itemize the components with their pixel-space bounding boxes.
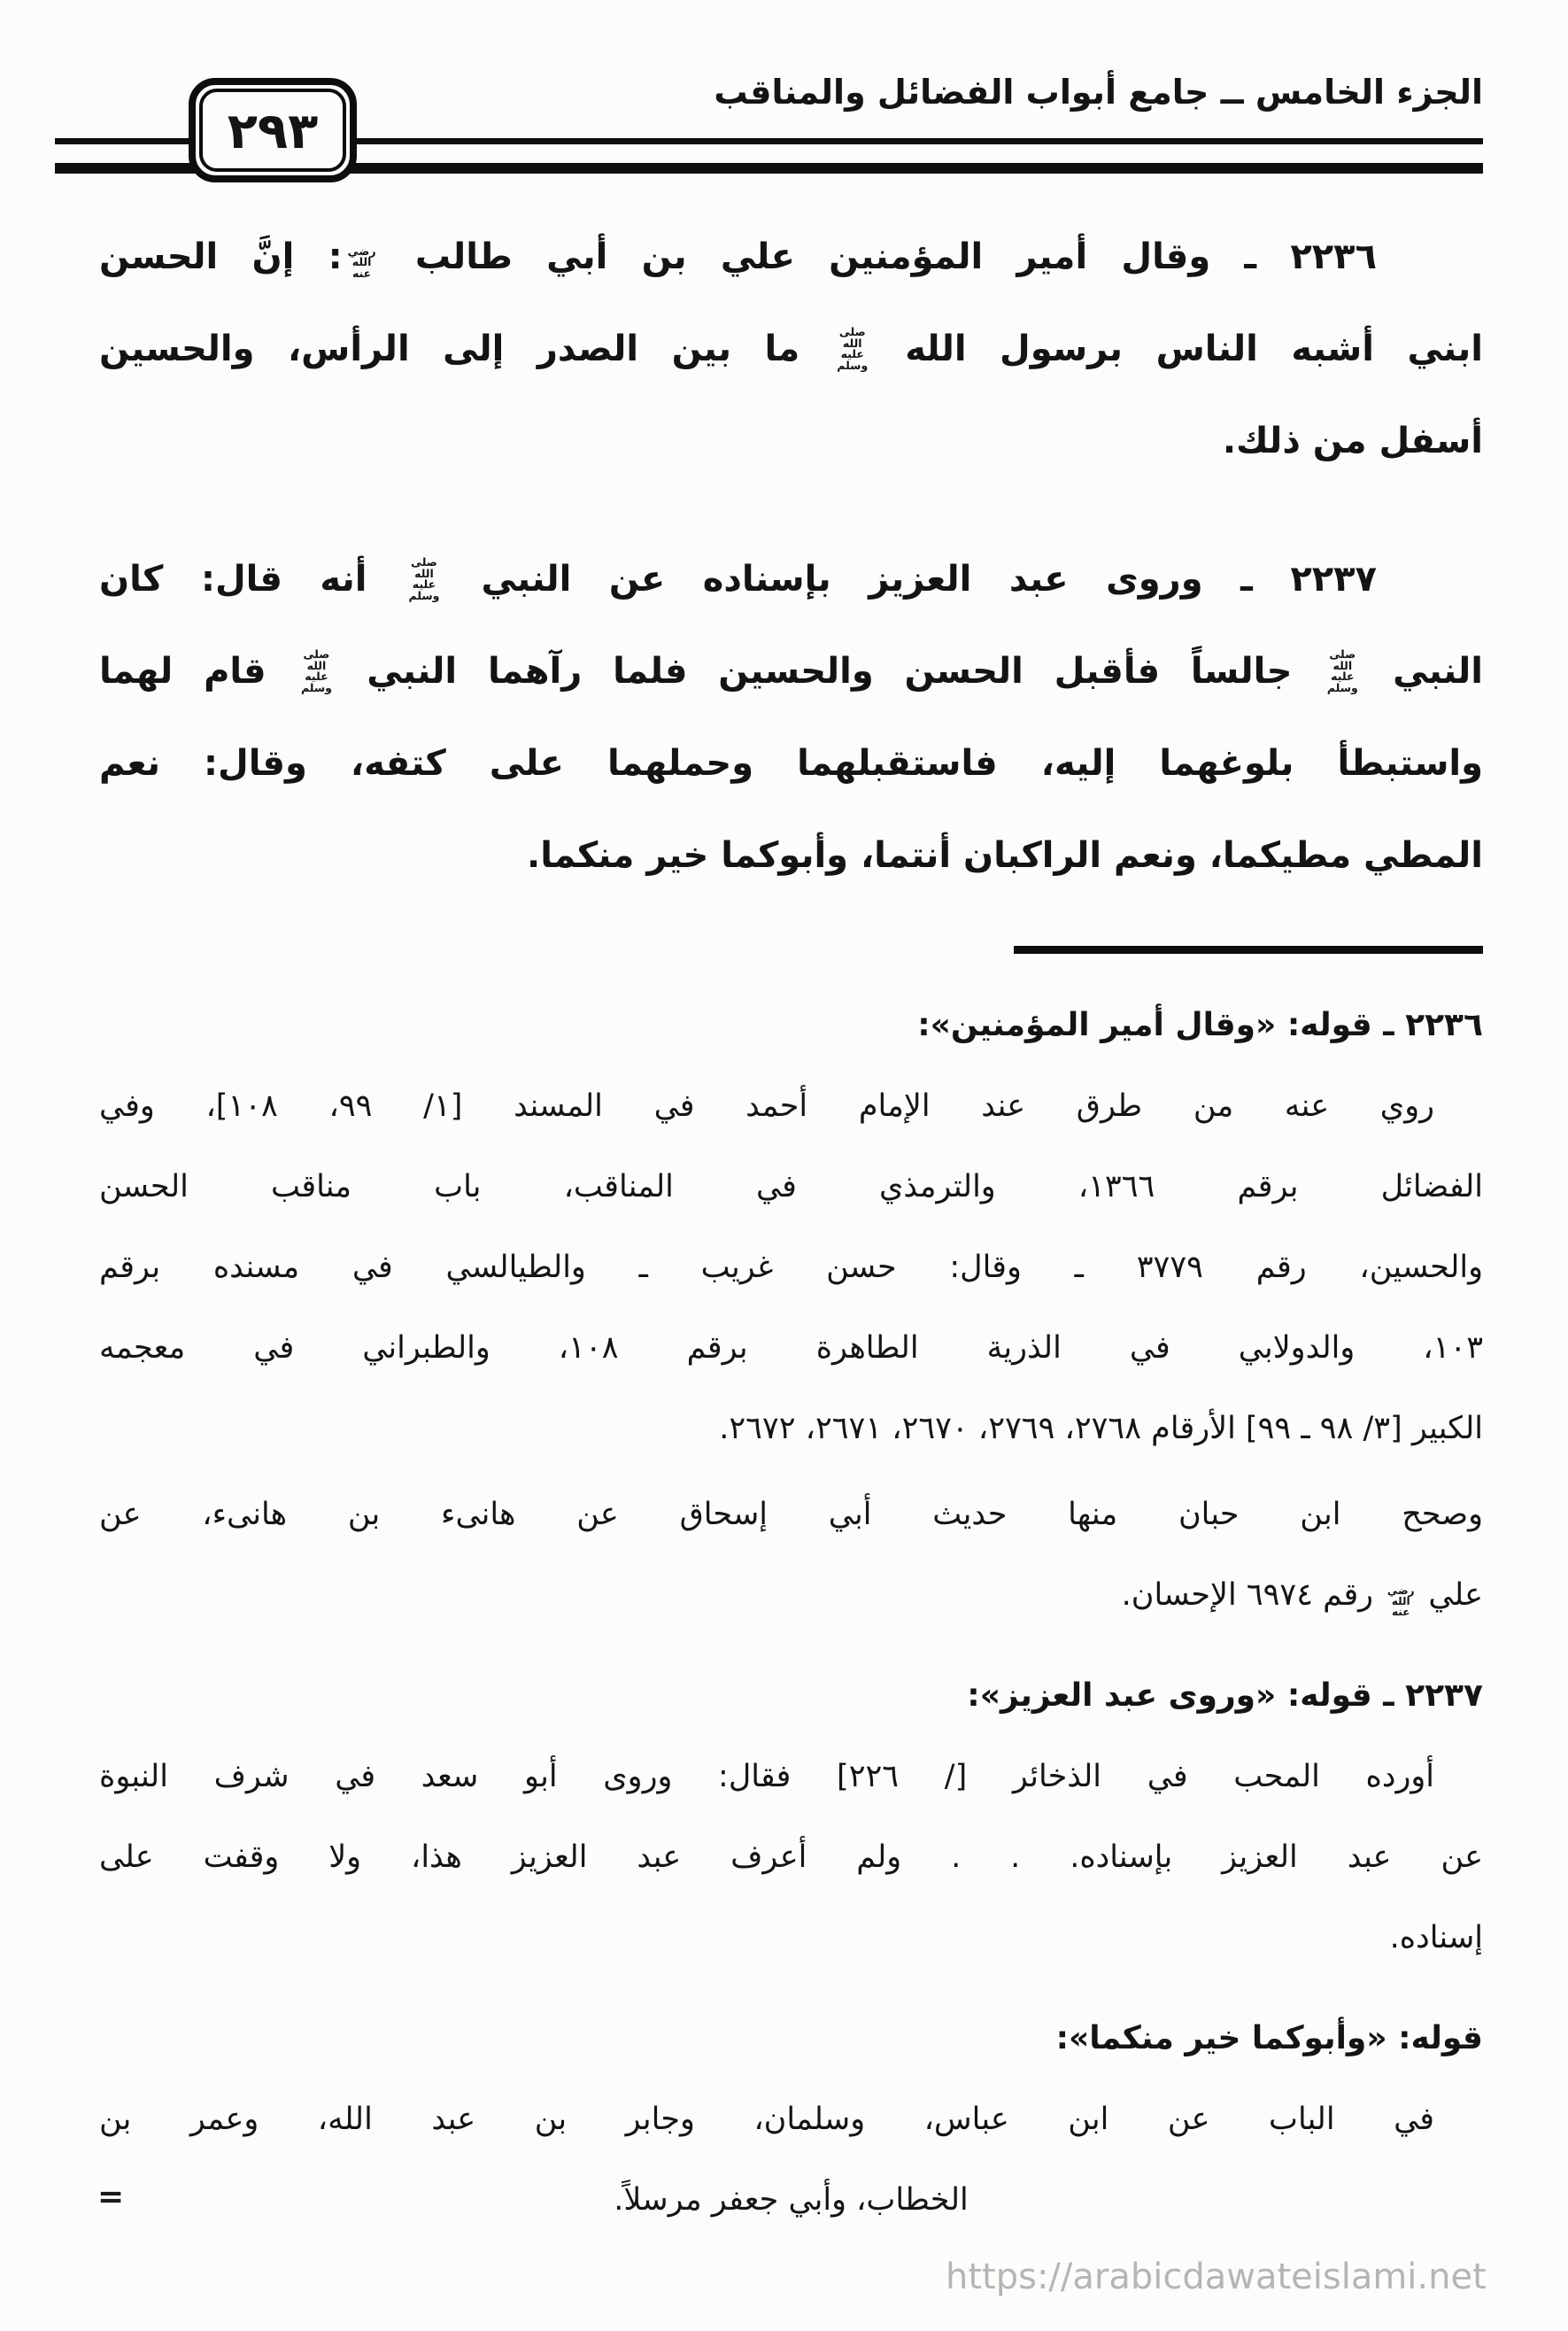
footnote-block: [99, 985, 1483, 1636]
footnote-paragraph: [99, 1737, 1483, 1979]
footnote-paragraph: [99, 2079, 1483, 2241]
hadith-paragraph: [99, 533, 1483, 902]
text-line: إسناده.: [1389, 1920, 1483, 1955]
text-line: ٢٢٣٧ ـ وروى عبد العزيز بإسناده عن النبي صلى الله عليه وسلم أنه قال: كان: [99, 554, 1377, 602]
honorific-mark: رضي الله عنه: [1386, 1584, 1415, 1618]
main-hadith-text: [99, 211, 1483, 902]
text-line: علي رضي الله عنه رقم ٦٩٧٤ الإحسان.: [1121, 1577, 1483, 1618]
text-line: وصحح ابن حبان منها حديث أبي إسحاق عن هانىء بن هانىء، عن: [99, 1497, 1483, 1532]
text-line: المطي مطيكما، ونعم الراكبان أنتما، وأبوكما خير منكما.: [527, 835, 1483, 876]
text-line: واستبطأ بلوغهما إليه، فاستقبلهما وحملهما على كتفه، وقال: نعم: [99, 743, 1483, 784]
footnote-block: [99, 1655, 1483, 1979]
page-number-badge-inner: [199, 89, 346, 172]
honorific-mark: صلى الله عليه وسلم: [300, 647, 332, 694]
hadith-paragraph: [99, 211, 1483, 487]
footnote-separator: [1014, 946, 1483, 954]
text-line: في الباب عن ابن عباس، وسلمان، وجابر بن عبد الله، وعمر بن: [99, 2102, 1434, 2137]
text-line: والحسين، رقم ٣٧٧٩ ـ وقال: حسن غريب ـ والطيالسي في مسنده برقم: [99, 1250, 1483, 1285]
honorific-mark: رضي الله عنه: [347, 244, 376, 280]
text-line: الفضائل برقم ١٣٦٦، والترمذي في المناقب، باب مناقب الحسن: [99, 1169, 1484, 1204]
page-number-badge: [189, 78, 357, 182]
header-title: الجزء الخامس ــ جامع أبواب الفضائل والمناقب: [714, 73, 1483, 112]
text-line: النبي صلى الله عليه وسلم جالساً فأقبل الحسن والحسين فلما رآهما النبي صلى الله عليه وسلم قام لهما: [99, 647, 1484, 694]
continuation-mark: =: [97, 2179, 125, 2215]
footnotes-section: [99, 985, 1483, 2241]
text-line: أسفل من ذلك.: [1222, 421, 1483, 461]
text-line: ١٠٣، والدولابي في الذرية الطاهرة برقم ١٠٨، والطبراني في معجمه: [99, 1330, 1483, 1366]
footnote-paragraph: [99, 1066, 1483, 1469]
text-line: أورده المحب في الذخائر [/ ٢٢٦] فقال: وروى أبو سعد في شرف النبوة: [99, 1759, 1434, 1794]
footnote-heading: ٢٢٣٧ ـ قوله: «وروى عبد العزيز»:: [967, 1677, 1483, 1714]
text-line: الخطاب، وأبي جعفر مرسلاً.: [614, 2182, 969, 2218]
text-line: ابني أشبه الناس برسول الله صلى الله عليه وسلم ما بين الصدر إلى الرأس، والحسين: [99, 324, 1484, 372]
honorific-mark: صلى الله عليه وسلم: [837, 324, 869, 372]
footnote-paragraph: [99, 1475, 1483, 1636]
page-number: ٢٩٣: [227, 103, 319, 160]
watermark: https://arabicdawateislami.net: [946, 2257, 1487, 2297]
footnote-heading: ٢٢٣٦ ـ قوله: «وقال أمير المؤمنين»:: [917, 1007, 1483, 1043]
text-line: ٢٢٣٦ ـ وقال أمير المؤمنين علي بن أبي طالب رضي الله عنه: إنَّ الحسن: [99, 236, 1377, 280]
honorific-mark: صلى الله عليه وسلم: [1326, 647, 1358, 694]
footnote-heading: قوله: «وأبوكما خير منكما»:: [1055, 2020, 1483, 2056]
footnote-block: [99, 1998, 1483, 2241]
text-line: روي عنه من طرق عند الإمام أحمد في المسند [١/ ٩٩، ١٠٨]، وفي: [99, 1088, 1435, 1124]
honorific-mark: صلى الله عليه وسلم: [408, 554, 440, 602]
text-line: الكبير [٣/ ٩٨ ـ ٩٩] الأرقام ٢٧٦٨، ٢٧٦٩، ٢٦٧٠، ٢٦٧١، ٢٦٧٢.: [719, 1411, 1483, 1446]
text-line: عن عبد العزيز بإسناده. . . ولم أعرف عبد العزيز هذا، ولا وقفت على: [99, 1839, 1483, 1875]
